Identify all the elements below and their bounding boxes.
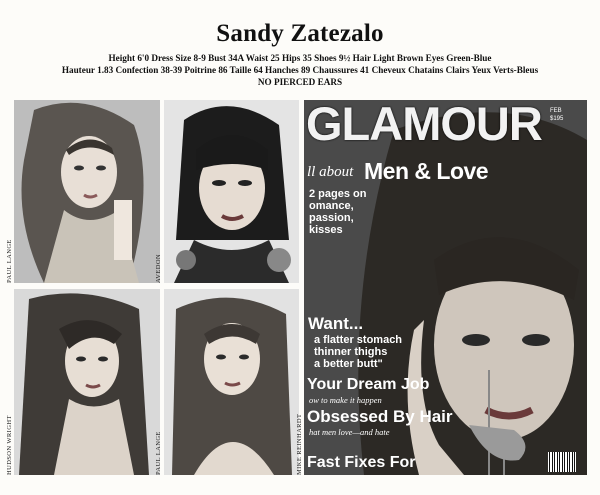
magazine-cover [304, 100, 587, 475]
photo-credit: AVEDON [155, 253, 162, 283]
cover-line-hair: Obsessed By Hair [307, 407, 453, 426]
cover-line-job-sub: ow to make it happen [309, 395, 382, 405]
photo-bottom-middle [164, 289, 299, 475]
photo-credit: PAUL LANGE [155, 431, 162, 475]
portrait-image [164, 289, 299, 475]
stats-note: NO PIERCED EARS [257, 77, 343, 87]
model-name: Sandy Zatezalo [216, 20, 384, 47]
photo-top-left [14, 100, 160, 283]
cover-line-fast: Fast Fixes For [307, 454, 416, 471]
portrait-image [14, 100, 160, 283]
photo-credit: MIKE REINHARDT [296, 413, 303, 475]
stats-french: Hauteur 1.83 Confection 38-39 Poitrine 86 Taille 64 Hanches 89 Chaussures 41 Cheveux Chatains Clairs Yeux Verts-Bleus [61, 65, 539, 75]
cover-line-all-about: ll about [307, 164, 354, 180]
cover-price: $195 [550, 116, 564, 122]
cover-line-pages: 2 pages on omance, passion, kisses [309, 188, 367, 236]
photo-top-middle [164, 100, 299, 283]
photo-credit: HUDSON WRIGHT [6, 415, 13, 475]
cover-masthead: GLAMOUR [306, 100, 542, 150]
cover-line-want: Want... [308, 314, 364, 333]
cover-line-want-list: a flatter stomach thinner thighs a better butt" [314, 334, 403, 370]
photo-credit: PAUL LANGE [6, 239, 13, 283]
cover-date: FEB [550, 108, 562, 114]
stats-english: Height 6'0 Dress Size 8-9 Bust 34A Waist 25 Hips 35 Shoes 9½ Hair Light Brown Eyes Green-Blue [108, 53, 492, 63]
portrait-image [164, 100, 299, 283]
photo-bottom-left [14, 289, 160, 475]
cover-line-job: Your Dream Job [307, 376, 430, 393]
portrait-image [14, 289, 160, 475]
cover-line-men-love: Men & Love [364, 158, 489, 184]
cover-line-hair-sub: hat men love—and hate [309, 427, 390, 437]
barcode-icon [548, 452, 576, 472]
